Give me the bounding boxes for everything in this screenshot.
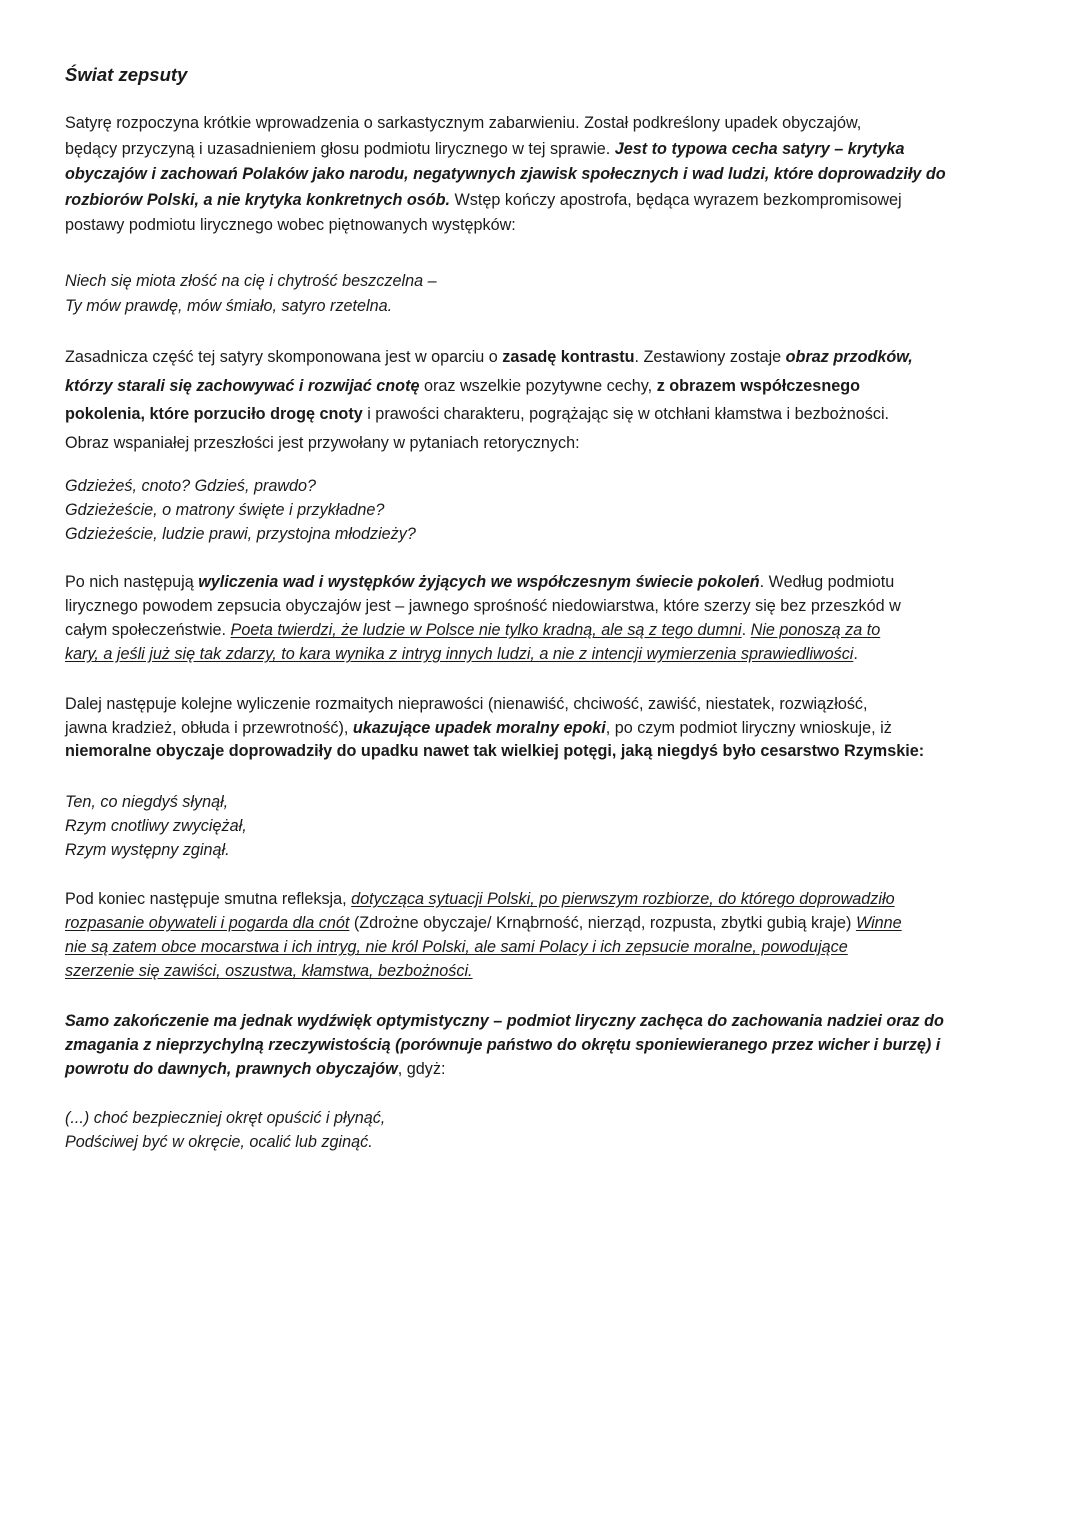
verse-quote-1 [65,269,1020,319]
text-line [65,111,1020,137]
text-run: Dalej następuje kolejne wyliczenie rozmaitych nieprawości (nienawiść, chciwość, zawiść, niestatek, rozwiązłość, [65,695,868,713]
bold-run: pokolenia, które porzuciło drogę cnoty [65,405,363,423]
paragraph-rome [65,693,1020,764]
emphasis-run: którzy starali się zachowywać i rozwijać cnotę [65,376,420,395]
text-run: Po nich następują [65,573,199,591]
bold-run: z obrazem współczesnego [656,376,860,395]
text-run: Wstęp kończy apostrofa, będąca wyrazem bezkompromisowej [450,190,902,209]
text-run: . [741,621,751,639]
text-line [65,618,1020,642]
paragraph-reflection [65,887,1020,983]
underlined-run: rozpasanie obywateli i pogarda dla cnót [65,914,350,932]
text-line [65,887,1020,911]
text-run: postawy podmiotu lirycznego wobec piętnowanych występków: [65,216,516,234]
text-line [65,693,1020,717]
verse-line: Ten, co niegdyś słynął, [65,793,229,811]
text-run: lirycznego powodem zepsucia obyczajów jest – jawnego sprośność niedowiarstwa, które szerzy się bez przeszkód w [65,597,901,615]
underlined-run: Nie ponoszą za to [750,621,881,639]
text-run: będący przyczyną i uzasadnieniem głosu podmiotu lirycznego w tej sprawie. [65,139,615,158]
emphasis-run: wyliczenia wad i występków żyjących we współczesnym świecie pokoleń [198,573,760,591]
emphasis-run: obyczajów i zachowań Polaków jako narodu, negatywnych zjawisk społecznych i wad ludzi, które doprowadziły do [65,165,946,183]
emphasis-run: zmagania z nieprzychylną rzeczywistością (porównuje państwo do okrętu sponiewieranego przez wicher i burzę) i [65,1036,941,1054]
underlined-run: kary, a jeśli już się tak zdarzy, to kara wynika z intryg innych ludzi, a nie z intencji wymierzenia sprawiedliwości [65,645,854,663]
paragraph-conclusion [65,1009,1020,1081]
text-run: . Według podmiotu [759,573,895,591]
underlined-run: Poeta twierdzi, że ludzie w Polsce nie tylko kradną, ale są z tego dumni [230,621,742,639]
bold-run: niemoralne obyczaje doprowadziły do upadku nawet tak wielkiej potęgi, jaką niegdyś było cesarstwo Rzymskie: [65,742,925,760]
text-run: , po czym podmiot liryczny wnioskuje, iż [605,718,892,737]
emphasis-run: powrotu do dawnych, prawnych obyczajów [65,1060,398,1078]
underlined-run: szerzenie się zawiści, oszustwa, kłamstwa, bezbożności. [65,962,473,980]
bold-run: zasadę kontrastu [502,348,635,366]
text-line [65,717,1020,741]
verse-line: Ty mów prawdę, mów śmiało, satyro rzetelna. [65,297,393,315]
text-line [65,740,1020,764]
verse-line: Rzym cnotliwy zwyciężał, [65,817,247,835]
text-line [65,935,1020,959]
text-run: , gdyż: [397,1060,446,1078]
verse-line: Gdzieżeście, o matrony święte i przykładne? [65,501,385,519]
document-title: Świat zepsuty [65,64,188,85]
verse-quote-4 [65,1106,1020,1154]
text-line [65,642,1020,666]
text-line [65,570,1020,594]
text-line [65,188,1020,214]
emphasis-run: Samo zakończenie ma jednak wydźwięk optymistyczny – podmiot liryczny zachęca do zachowania nadziei oraz do [65,1012,944,1030]
text-run: całym społeczeństwie. [65,621,231,639]
emphasis-run: Jest to typowa cecha satyry – krytyka [614,139,905,158]
text-line [65,594,1020,618]
text-run: oraz wszelkie pozytywne cechy, [419,376,657,395]
emphasis-run: rozbiorów Polski, a nie krytyka konkretnych osób. [65,190,451,209]
emphasis-run: ukazujące upadek moralny epoki [352,718,606,737]
verse-line: (...) choć bezpieczniej okręt opuścić i płynąć, [65,1109,386,1127]
text-line [65,162,1020,188]
text-line [65,959,1020,983]
text-run: Obraz wspaniałej przeszłości jest przywołany w pytaniach retorycznych: [65,433,580,452]
text-run: . Zestawiony zostaje [634,348,786,366]
text-line [65,1009,1020,1033]
verse-line: Rzym występny zginął. [65,841,230,859]
text-run: i prawości charakteru, pogrążając się w otchłani kłamstwa i bezbożności. [362,405,890,423]
verse-quote-3 [65,790,1020,862]
text-run: . [853,645,858,663]
underlined-run: dotycząca sytuacji Polski, po pierwszym rozbiorze, do którego doprowadziło [351,890,895,908]
verse-line: Podściwej być w okręcie, ocalić lub zginąć. [65,1133,373,1151]
text-line [65,213,1020,239]
text-line [65,400,1020,429]
text-line [65,1033,1020,1057]
text-run: (Zdrożne obyczaje/ Krnąbrność, nierząd, rozpusta, zbytki gubią kraje) [349,914,856,932]
paragraph-contrast [65,343,1020,457]
text-line [65,911,1020,935]
text-line [65,1057,1020,1081]
emphasis-run: obraz przodków, [785,348,913,366]
verse-quote-2 [65,474,1020,546]
underlined-run: Winne [855,914,902,932]
text-run: Pod koniec następuje smutna refleksja, [65,890,352,908]
text-line [65,343,1020,372]
verse-line: Gdzieżeście, ludzie prawi, przystojna młodzieży? [65,525,416,543]
text-line [65,137,1020,163]
text-run: Zasadnicza część tej satyry skomponowana jest w oparciu o [65,348,503,366]
paragraph-vices [65,570,1020,666]
paragraph-intro [65,111,1020,239]
underlined-run: nie są zatem obce mocarstwa i ich intryg, nie król Polski, ale sami Polacy i ich zepsucie moralne, powodujące [65,938,848,956]
text-line [65,429,1020,458]
text-line [65,372,1020,401]
text-run: jawna kradzież, obłuda i przewrotność), [65,718,353,737]
text-run: Satyrę rozpoczyna krótkie wprowadzenia o sarkastycznym zabarwieniu. Został podkreślony upadek obyczajów, [65,114,862,132]
verse-line: Niech się miota złość na cię i chytrość beszczelna – [65,272,437,290]
verse-line: Gdzieżeś, cnoto? Gdzieś, prawdo? [65,477,317,495]
